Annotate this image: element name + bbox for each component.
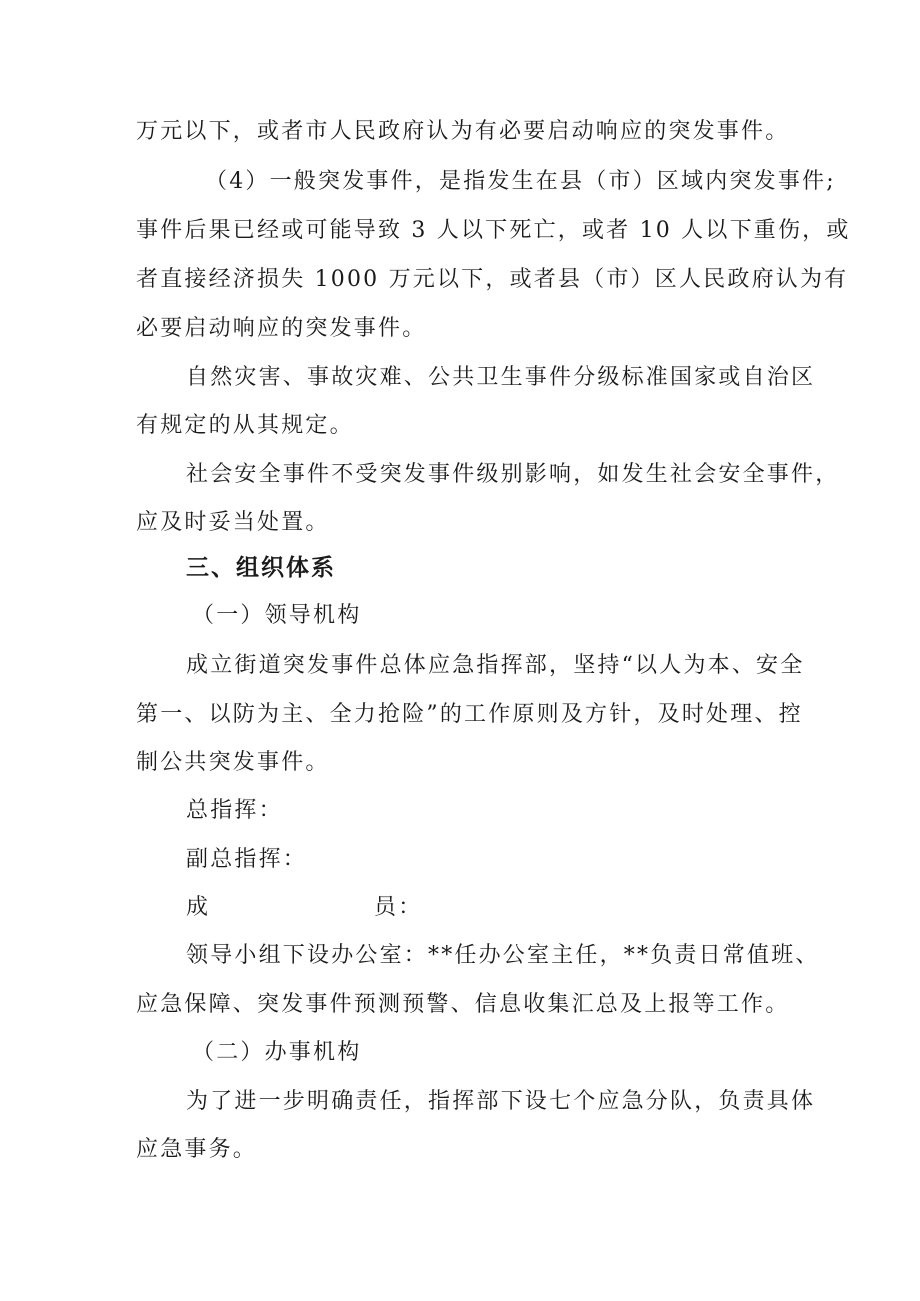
text-line: 第一、以防为主、全力抢险”的工作原则及方针，及时处理、控 [136, 702, 803, 727]
text-line: 必要启动响应的突发事件。 [136, 316, 427, 341]
subsection-heading: （一）领导机构 [192, 603, 362, 628]
text-line: 成立街道突发事件总体应急指挥部，坚持“以人为本、安全 [186, 653, 805, 678]
text-line: 应急保障、突发事件预测预警、信息收集汇总及上报等工作。 [136, 992, 790, 1017]
members-label-part2: 员： [374, 895, 423, 920]
text-line: 者直接经济损失 1000 万元以下，或者县（市）区人民政府认为有 [136, 267, 849, 292]
text-line: 万元以下，或者市人民政府认为有必要启动响应的突发事件。 [136, 119, 790, 144]
text-line: 社会安全事件不受突发事件级别影响，如发生社会安全事件， [186, 462, 840, 487]
members-label-part1: 成 [186, 895, 211, 920]
text-line: 为了进一步明确责任，指挥部下设七个应急分队，负责具体 [186, 1089, 816, 1114]
text-line: 自然灾害、事故灾难、公共卫生事件分级标准国家或自治区 [186, 365, 816, 390]
text-line: （4）一般突发事件，是指发生在县（市）区域内突发事件; [205, 169, 836, 194]
text-line: 应及时妥当处置。 [136, 510, 330, 535]
text-line: 领导小组下设办公室：**任办公室主任，**负责日常值班、 [186, 943, 820, 968]
subsection-heading: （二）办事机构 [192, 1040, 362, 1065]
deputy-commander-label: 副总指挥： [186, 847, 308, 872]
section-heading: 三、组织体系 [186, 555, 336, 581]
text-line: 制公共突发事件。 [136, 750, 330, 775]
text-line: 事件后果已经或可能导致 3 人以下死亡，或者 10 人以下重伤，或 [136, 218, 851, 243]
text-line: 应急事务。 [136, 1137, 258, 1162]
commander-label: 总指挥： [186, 798, 283, 823]
text-line: 有规定的从其规定。 [136, 413, 354, 438]
